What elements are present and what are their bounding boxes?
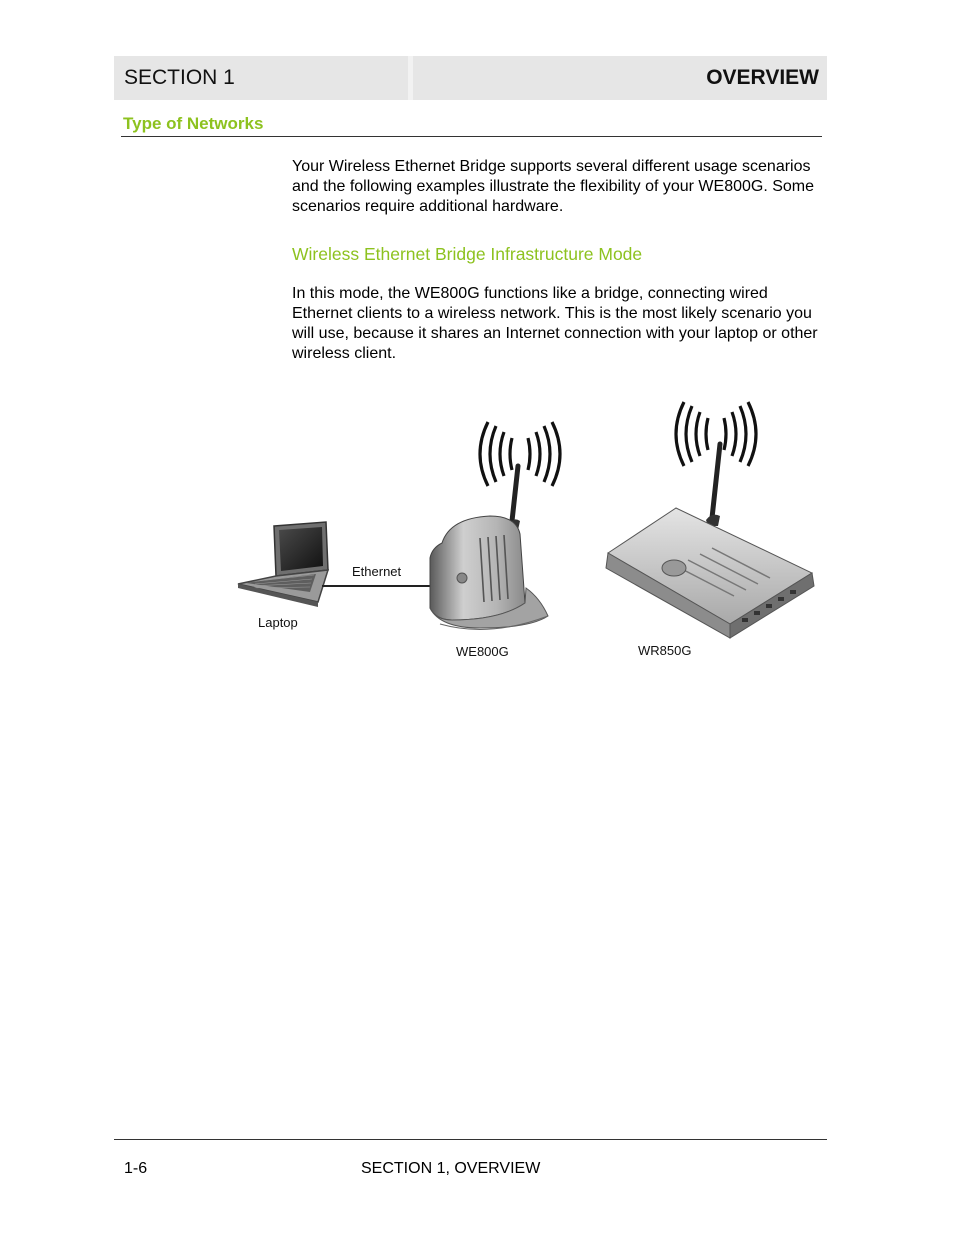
router-label: WR850G xyxy=(638,643,692,658)
bridge-wireless-signal-icon xyxy=(480,422,560,486)
network-diagram-illustration xyxy=(230,388,820,668)
network-diagram xyxy=(230,388,820,668)
page-number: 1-6 xyxy=(124,1160,148,1177)
mode-description-paragraph: In this mode, the WE800G functions like a bridge, connecting wired Ethernet clients to a wireless network. This is the most likely scenario you will use, because it shares an Internet connection with your laptop or other wireless client. xyxy=(292,285,818,362)
laptop-icon xyxy=(238,522,328,607)
section-divider xyxy=(121,136,822,137)
bridge-device-icon xyxy=(430,466,548,629)
router-device-icon xyxy=(606,444,814,638)
section-header-bar xyxy=(114,56,827,100)
laptop-label: Laptop xyxy=(258,615,298,630)
router-wireless-signal-icon xyxy=(676,402,756,466)
footer-divider xyxy=(114,1139,827,1140)
section-title: OVERVIEW xyxy=(413,56,827,100)
section-label: SECTION 1 xyxy=(114,56,408,100)
intro-paragraph: Your Wireless Ethernet Bridge supports several different usage scenarios and the following examples illustrate the flexibility of your WE800G. Some scenarios require additional hardware. xyxy=(292,158,815,215)
ethernet-label: Ethernet xyxy=(352,564,402,579)
footer-running-title: SECTION 1, OVERVIEW xyxy=(361,1160,541,1177)
subsection-heading: Wireless Ethernet Bridge Infrastructure Mode xyxy=(292,244,643,264)
bridge-label: WE800G xyxy=(456,644,509,659)
section-heading: Type of Networks xyxy=(123,114,264,133)
